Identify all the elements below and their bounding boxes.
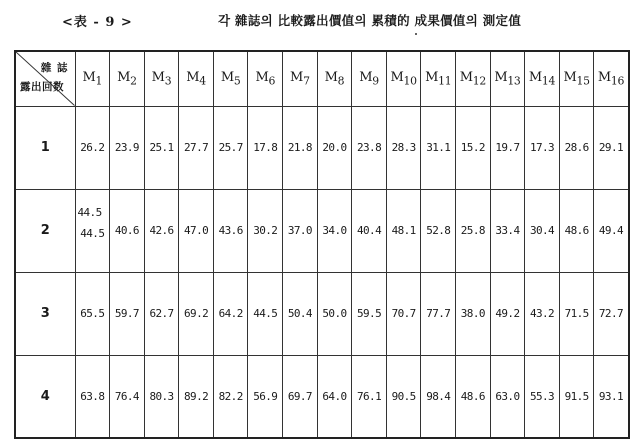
header-row bbox=[15, 51, 629, 106]
value-cell: 98.4 bbox=[421, 355, 456, 438]
value-cell: 19.7 bbox=[490, 106, 525, 189]
value-cell: 21.8 bbox=[283, 106, 318, 189]
column-header: $M_4$ bbox=[179, 51, 214, 106]
value-cell: 65.5 bbox=[75, 272, 110, 355]
corner-cell bbox=[15, 51, 75, 106]
row-header: 2 bbox=[15, 189, 75, 272]
value-cell: 43.6 bbox=[213, 189, 248, 272]
value-cell: 29.1 bbox=[594, 106, 629, 189]
value-cell: 26.2 bbox=[75, 106, 110, 189]
column-header: $M_7$ bbox=[283, 51, 318, 106]
column-header: $M_{12}$ bbox=[456, 51, 491, 106]
value-cell: 69.7 bbox=[283, 355, 318, 438]
column-header: $M_5$ bbox=[213, 51, 248, 106]
value-cell: 70.7 bbox=[386, 272, 421, 355]
value-cell: 38.0 bbox=[456, 272, 491, 355]
table-row bbox=[15, 272, 629, 355]
value-cell: 25.8 bbox=[456, 189, 491, 272]
column-header: $M_{13}$ bbox=[490, 51, 525, 106]
value-cell: 40.6 bbox=[110, 189, 145, 272]
row-header: 4 bbox=[15, 355, 75, 438]
measurement-table bbox=[14, 50, 630, 439]
value-cell: 69.2 bbox=[179, 272, 214, 355]
value-cell: 37.0 bbox=[283, 189, 318, 272]
column-header: $M_3$ bbox=[144, 51, 179, 106]
value-cell: 64.2 bbox=[213, 272, 248, 355]
column-header: $M_2$ bbox=[110, 51, 145, 106]
value-cell: 43.2 bbox=[525, 272, 560, 355]
value-cell: 72.7 bbox=[594, 272, 629, 355]
value-cell: 89.2 bbox=[179, 355, 214, 438]
row-header: 3 bbox=[15, 272, 75, 355]
corner-column-label: 雜 誌 bbox=[40, 62, 69, 74]
column-header: $M_6$ bbox=[248, 51, 283, 106]
duplicate-value-note: 44.5 bbox=[77, 205, 102, 219]
value-cell: 49.4 bbox=[594, 189, 629, 272]
value-cell: 23.9 bbox=[110, 106, 145, 189]
value-cell: 17.8 bbox=[248, 106, 283, 189]
column-header: $M_9$ bbox=[352, 51, 387, 106]
value-cell: 27.7 bbox=[179, 106, 214, 189]
value-cell: 30.4 bbox=[525, 189, 560, 272]
value-cell: 63.8 bbox=[75, 355, 110, 438]
column-header: $M_{10}$ bbox=[386, 51, 421, 106]
scan-speck bbox=[415, 33, 417, 35]
value-cell: 50.0 bbox=[317, 272, 352, 355]
value-cell: 59.7 bbox=[110, 272, 145, 355]
value-cell: 33.4 bbox=[490, 189, 525, 272]
value-cell: 55.3 bbox=[525, 355, 560, 438]
row-header: 1 bbox=[15, 106, 75, 189]
column-header: $M_8$ bbox=[317, 51, 352, 106]
value-cell: 82.2 bbox=[213, 355, 248, 438]
value-cell: 71.5 bbox=[559, 272, 594, 355]
value-cell: 30.2 bbox=[248, 189, 283, 272]
value-cell: 56.9 bbox=[248, 355, 283, 438]
value-cell bbox=[75, 189, 110, 272]
value-cell: 63.0 bbox=[490, 355, 525, 438]
value-cell: 42.6 bbox=[144, 189, 179, 272]
value-cell: 49.2 bbox=[490, 272, 525, 355]
value-cell: 59.5 bbox=[352, 272, 387, 355]
table-row bbox=[15, 355, 629, 438]
value-cell: 28.3 bbox=[386, 106, 421, 189]
value-cell: 93.1 bbox=[594, 355, 629, 438]
value-cell: 90.5 bbox=[386, 355, 421, 438]
value-cell: 20.0 bbox=[317, 106, 352, 189]
column-header: $M_1$ bbox=[75, 51, 110, 106]
value-cell: 62.7 bbox=[144, 272, 179, 355]
value-cell: 44.5 bbox=[248, 272, 283, 355]
table-title: 각 雜誌의 比較露出價值의 累積的 成果價值의 測定值 bbox=[218, 13, 522, 28]
value-cell: 25.1 bbox=[144, 106, 179, 189]
value-cell: 77.7 bbox=[421, 272, 456, 355]
value-cell: 50.4 bbox=[283, 272, 318, 355]
table-row bbox=[15, 189, 629, 272]
column-header: $M_{15}$ bbox=[559, 51, 594, 106]
value-cell: 48.1 bbox=[386, 189, 421, 272]
value-cell: 52.8 bbox=[421, 189, 456, 272]
table-row bbox=[15, 106, 629, 189]
value-text: 44.5 bbox=[80, 226, 105, 240]
value-cell: 76.1 bbox=[352, 355, 387, 438]
value-cell: 64.0 bbox=[317, 355, 352, 438]
value-cell: 15.2 bbox=[456, 106, 491, 189]
column-header: $M_{11}$ bbox=[421, 51, 456, 106]
value-cell: 28.6 bbox=[559, 106, 594, 189]
value-cell: 25.7 bbox=[213, 106, 248, 189]
value-cell: 17.3 bbox=[525, 106, 560, 189]
column-header: $M_{16}$ bbox=[594, 51, 629, 106]
value-cell: 91.5 bbox=[559, 355, 594, 438]
value-cell: 76.4 bbox=[110, 355, 145, 438]
corner-row-label: 露出回数 bbox=[20, 80, 64, 93]
value-cell: 40.4 bbox=[352, 189, 387, 272]
value-cell: 48.6 bbox=[559, 189, 594, 272]
value-cell: 80.3 bbox=[144, 355, 179, 438]
value-cell: 34.0 bbox=[317, 189, 352, 272]
column-header: $M_{14}$ bbox=[525, 51, 560, 106]
value-cell: 23.8 bbox=[352, 106, 387, 189]
value-cell: 48.6 bbox=[456, 355, 491, 438]
value-cell: 47.0 bbox=[179, 189, 214, 272]
table-number-label: <表 - 9 > bbox=[62, 15, 133, 30]
value-cell: 31.1 bbox=[421, 106, 456, 189]
